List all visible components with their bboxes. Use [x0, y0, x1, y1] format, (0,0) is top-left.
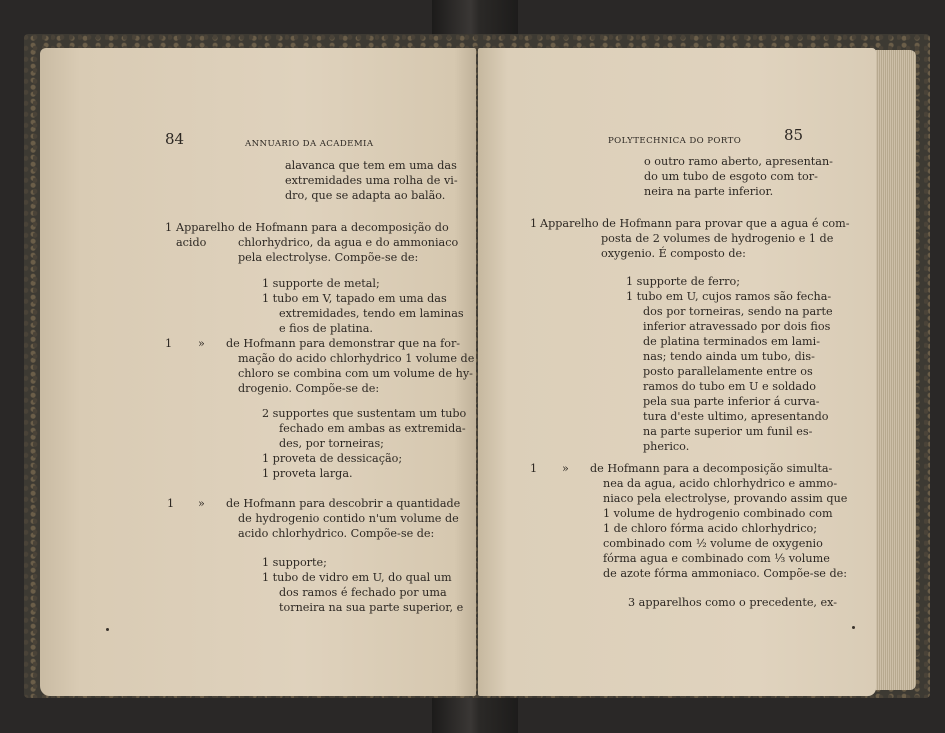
- page-fore-edge: [872, 50, 916, 690]
- entry-quantity: 1: [530, 462, 538, 475]
- ditto-mark: »: [198, 337, 205, 350]
- page-number: 84: [165, 130, 185, 148]
- entry-quantity: 1: [530, 217, 538, 230]
- catalog-entry: de Hofmann para descobrir a quantidade: [226, 497, 461, 510]
- ink-speck: [106, 628, 109, 631]
- entry-quantity: 1: [165, 221, 173, 234]
- running-head: ANNUARIO DA ACADEMIA: [245, 139, 374, 149]
- ink-speck: [852, 626, 855, 629]
- catalog-entry: Apparelho de Hofmann para a decomposição do acido: [176, 221, 449, 249]
- component-list: 1 supporte de metal; 1 tubo em V, tapado em uma das extremidades, tendo em laminas e fios de platina.: [262, 277, 464, 335]
- catalog-entry: de Hofmann para a decomposição simulta-: [590, 462, 833, 475]
- continued-text: alavanca que tem em uma das extremidades uma rolha de vi- dro, que se adapta ao balão.: [285, 159, 458, 202]
- running-head: POLYTECHNICA DO PORTO: [608, 136, 742, 146]
- entry-quantity: 1: [167, 497, 175, 510]
- catalog-entry: Apparelho de Hofmann para provar que a agua é com-: [540, 217, 850, 230]
- entry-quantity: 1: [165, 337, 173, 350]
- continued-text: o outro ramo aberto, apresentan- do um tubo de esgoto com tor- neira na parte inferior.: [644, 155, 833, 198]
- catalog-entry: de Hofmann para demonstrar que na for-: [226, 337, 461, 350]
- left-page: 84 ANNUARIO DA ACADEMIA alavanca que tem em uma das extremidades uma rolha de vi- dro, que se adapta ao balão. 1 Apparelho de Hofmann para a decomposição do acido chlorhydrico, da agua e do ammoniaco pela electrolyse. Compõe-se de: 1 supporte de metal; 1 tubo em V, tapado em uma das extremidades, tendo em laminas e fios de platina. 1 » de Hofmann para demonstrar que na for- mação do acido chlorhydrico 1 volume de chloro se combina com um volume de hy- drogenio. Compõe-se de: 2 supportes que sustentam um tubo fechado em ambas as extremida- des, por torneiras; 1 proveta de dessicação; 1 proveta larga. 1 » de Hofmann para descobrir a quantidade de hydrogenio contido n'um volume de acido chlorhydrico. Compõe-se de: 1 supporte; 1 tubo de vidro em U, do qual um dos ramos é fechado por uma torneira na sua parte superior, e: [40, 48, 476, 696]
- last-line: 3 apparelhos como o precedente, ex-: [628, 596, 838, 609]
- component-list: 2 supportes que sustentam um tubo fechado em ambas as extremida- des, por torneiras; 1 proveta de dessicação; 1 proveta larga.: [262, 407, 467, 480]
- ditto-mark: »: [198, 497, 205, 510]
- page-number: 85: [784, 126, 804, 144]
- ditto-mark: »: [562, 462, 569, 475]
- right-page: POLYTECHNICA DO PORTO 85 o outro ramo aberto, apresentan- do um tubo de esgoto com tor- neira na parte inferior. 1 Apparelho de Hofmann para provar que a agua é com- posta de 2 volumes de hydrogenio e 1 de oxygenio. É composto de: 1 supporte de ferro; 1 tubo em U, cujos ramos são fecha- dos por torneiras, sendo na parte inferior atravessado por dois fios de platina terminados em lami- nas; tendo ainda um tubo, dis- posto parallelamente entre os ramos do tubo em U e soldado pela sua parte inferior á curva- tura d'este ultimo, apresentando na parte superior um funil es- pherico. 1 » de Hofmann para a decomposição simulta- nea da agua, acido chlorhydrico e ammo- niaco pela electrolyse, provando assim que 1 volume de hydrogenio combinado com 1 de chloro fórma acido chlorhydrico; combinado com ½ volume de oxygenio fórma agua e combinado com ⅓ volume de azote fórma ammoniaco. Compõe-se de: 3 apparelhos como o precedente, ex-: [478, 48, 876, 696]
- component-list: 1 supporte de ferro; 1 tubo em U, cujos ramos são fecha- dos por torneiras, sendo na parte inferior atravessado por dois fios de platina terminados em lami- nas; tendo ainda um tubo, dis- posto parallelamente entre os ramos do tubo em U e soldado pela sua parte inferior á curva- tura d'este ultimo, apresentando na parte superior um funil es- pherico.: [626, 275, 833, 453]
- component-list: 1 supporte; 1 tubo de vidro em U, do qual um dos ramos é fechado por uma torneira na sua parte superior, e: [262, 556, 464, 614]
